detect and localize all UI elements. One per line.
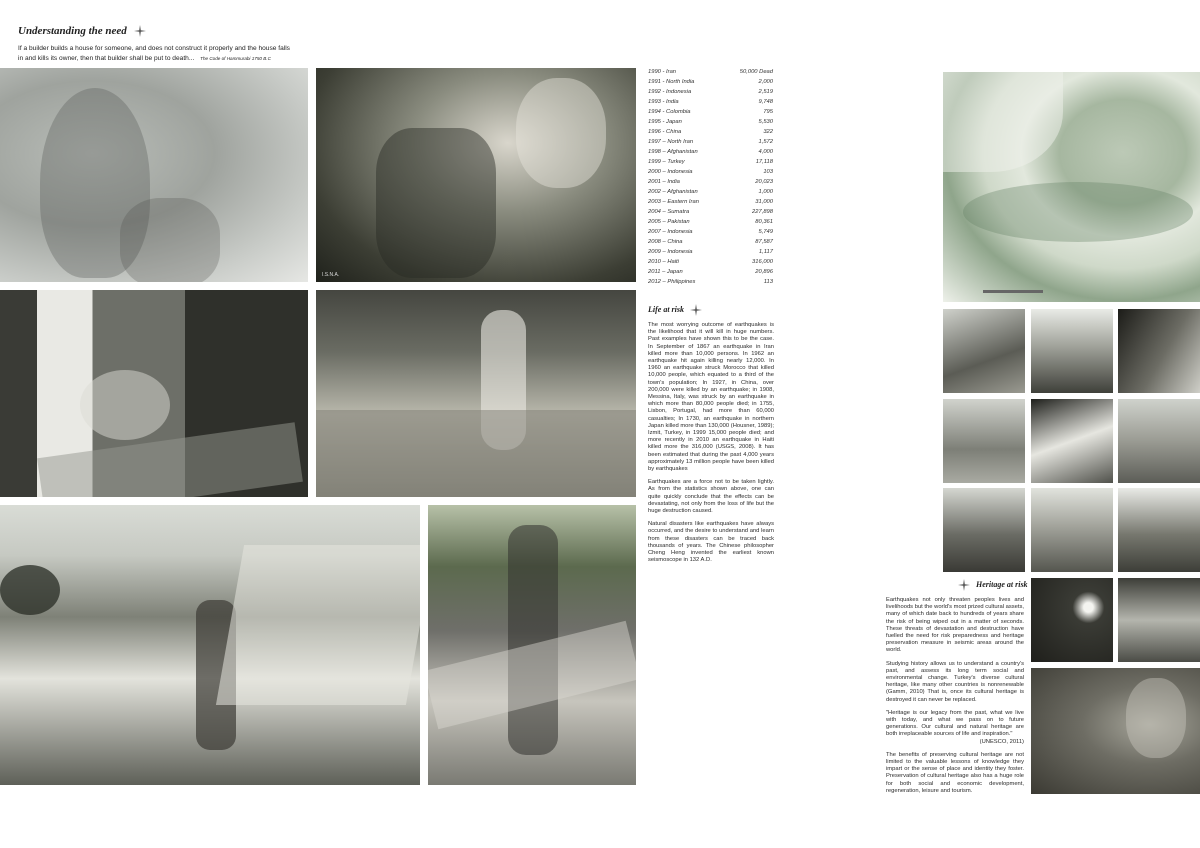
table-row: 1995 - Japan 5,530	[648, 119, 773, 125]
table-row: 2007 – Indonesia 5,749	[648, 229, 773, 235]
table-row: 2008 – China 87,587	[648, 239, 773, 245]
paragraph: Earthquakes not only threaten peoples lives and livelihoods but the world's most prized cultural assets, many of which date back to hundreds of years share the risk of being wiped out in a matter of seconds. These threats of devastation and destruction have fuelled the need for risk preparedness and heritage preservation measure in seismic areas around the world.	[886, 597, 1024, 654]
photo-heritage-cliff	[1118, 309, 1200, 393]
photo-heritage-ruin-1	[943, 309, 1025, 393]
paragraph: Earthquakes are a force not to be taken lightly. As from the statistics shown above, one can quite quickly conclude that the effects can be devastating, not only from the loss of life but the huge destruction caused.	[648, 479, 774, 515]
heading-text: Life at risk	[648, 304, 684, 314]
table-row: 1991 - North India 2,000	[648, 79, 773, 85]
sparkle-icon	[134, 25, 146, 37]
photo-credit: I.S.N.A.	[322, 272, 340, 278]
photo-crying-girl	[0, 68, 308, 282]
heading-text: Heritage at risk	[976, 579, 1028, 589]
table-row: 1997 – North Iran 1,572	[648, 139, 773, 145]
table-row: 1993 - India 9,748	[648, 99, 773, 105]
photo-woman-rubble	[0, 505, 420, 785]
paragraph: The benefits of preserving cultural heritage are not limited to the valuable lessons of knowledge they impart or the sense of place and identity they foster. Preservation of cultural heritage also has a huge role for both social and economic development, regeneration, leisure and tourism.	[886, 751, 1024, 794]
table-row: 1990 - Iran 50,000 Dead	[648, 69, 773, 75]
table-row: 2000 – Indonesia 103	[648, 169, 773, 175]
paragraph: Natural disasters like earthquakes have always occurred, and the desire to understand and learn from these disasters can be traced back thousands of years. The Chinese philosopher Cheng Heng invented the earliest known seismoscope in 132 A.D.	[648, 521, 774, 564]
section-heading-understanding	[18, 25, 146, 37]
photo-rescue-carry	[316, 68, 636, 282]
intro-line-2	[18, 54, 338, 64]
photo-boy-waving	[428, 505, 636, 785]
photo-heritage-columns	[1031, 488, 1113, 572]
unesco-quote: "Heritage is our legacy from the past, what we live with today, and what we pass on to future generations. Our cultural and natural heritage are both irreplaceable sources of life and inspiration."	[886, 709, 1024, 738]
map-seismic-europe	[943, 72, 1200, 302]
table-row: 2003 – Eastern Iran 31,000	[648, 199, 773, 205]
table-row: 1996 - China 322	[648, 129, 773, 135]
intro-citation: The Code of Hammurabi 1750 B.C	[200, 56, 271, 61]
intro-line-2-text: in and kills its owner, then that builder shall be put to death...	[18, 55, 195, 62]
photo-heritage-dome	[1118, 488, 1200, 572]
table-row: 2011 – Japan 20,896	[648, 269, 773, 275]
table-row: 2009 – Indonesia 1,117	[648, 249, 773, 255]
table-row: 1992 - Indonesia 2,519	[648, 89, 773, 95]
paragraph: The most worrying outcome of earthquakes is the likelihood that it will kill in huge numbers. Past examples have shown this to be the case. In September of 1867 an earthquake in Iran killed more than 10,000 persons. In 1962 an earthquake hit again killing nearly 12,000. In 1960 an earthquake struck Morocco that killed 10,000 people, which equated to a third of the town's population; In 1927, in China, over 200,000 were killed by an earthquake; in 1908, Messina, Italy, was struck by an earthquake in which more than 80,000 people died; in 1755, Lisbon, Portugal, had more than 60,000 casualties; In 1730, an earthquake in northern Japan killed more than 130,000 (Housner, 1989); Izmit, Turkey, in 1999 15,000 people died; and more recently in 2010 an earthquake in Haiti killed more the 316,000 (USGS, 2008). It has been estimated that during the past 4,000 years approximately 13 million people have been killed by earthquakes	[648, 322, 774, 473]
earthquake-death-table	[648, 67, 773, 287]
unesco-citation: (UNESCO, 2011)	[979, 738, 1024, 745]
section-heading-life-at-risk	[648, 304, 702, 316]
photo-heritage-statue	[1031, 668, 1200, 794]
table-row: 2001 – India 20,023	[648, 179, 773, 185]
photo-heritage-house	[1031, 399, 1113, 483]
sparkle-icon	[690, 304, 702, 316]
life-at-risk-body	[648, 322, 774, 571]
table-row: 2005 – Pakistan 80,361	[648, 219, 773, 225]
paragraph: Studying history allows us to understand a country's past, and assess its long term social and environmental change. Turkey's diverse cultural heritage, like many other countries is nonrenewable (Gamm, 2010) That is, once its cultural heritage is destroyed it can never be replaced.	[886, 660, 1024, 703]
table-row: 2012 – Philippines 113	[648, 279, 773, 285]
intro-quote	[18, 44, 338, 64]
table-row: 1998 – Afghanistan 4,000	[648, 149, 773, 155]
table-row: 1999 – Turkey 17,118	[648, 159, 773, 165]
table-row: 2010 – Haiti 316,000	[648, 259, 773, 265]
photo-heritage-minaret	[943, 399, 1025, 483]
table-row: 2004 – Sumatra 227,898	[648, 209, 773, 215]
photo-heritage-fortress	[1031, 309, 1113, 393]
section-heading-heritage-at-risk	[958, 579, 1028, 591]
table-row: 1994 - Colombia 795	[648, 109, 773, 115]
intro-line-1: If a builder builds a house for someone, and does not construct it properly and the house falls	[18, 45, 290, 52]
photo-heritage-rocks	[943, 488, 1025, 572]
photo-heritage-temple	[1118, 578, 1200, 662]
table-row: 2002 – Afghanistan 1,000	[648, 189, 773, 195]
heading-text: Understanding the need	[18, 25, 127, 37]
sparkle-icon	[958, 579, 970, 591]
photo-man-in-ruins	[316, 290, 636, 497]
photo-trapped-child	[0, 290, 308, 497]
photo-heritage-night-mosque	[1031, 578, 1113, 662]
photo-heritage-mosque	[1118, 399, 1200, 483]
heritage-at-risk-body	[886, 597, 1024, 801]
